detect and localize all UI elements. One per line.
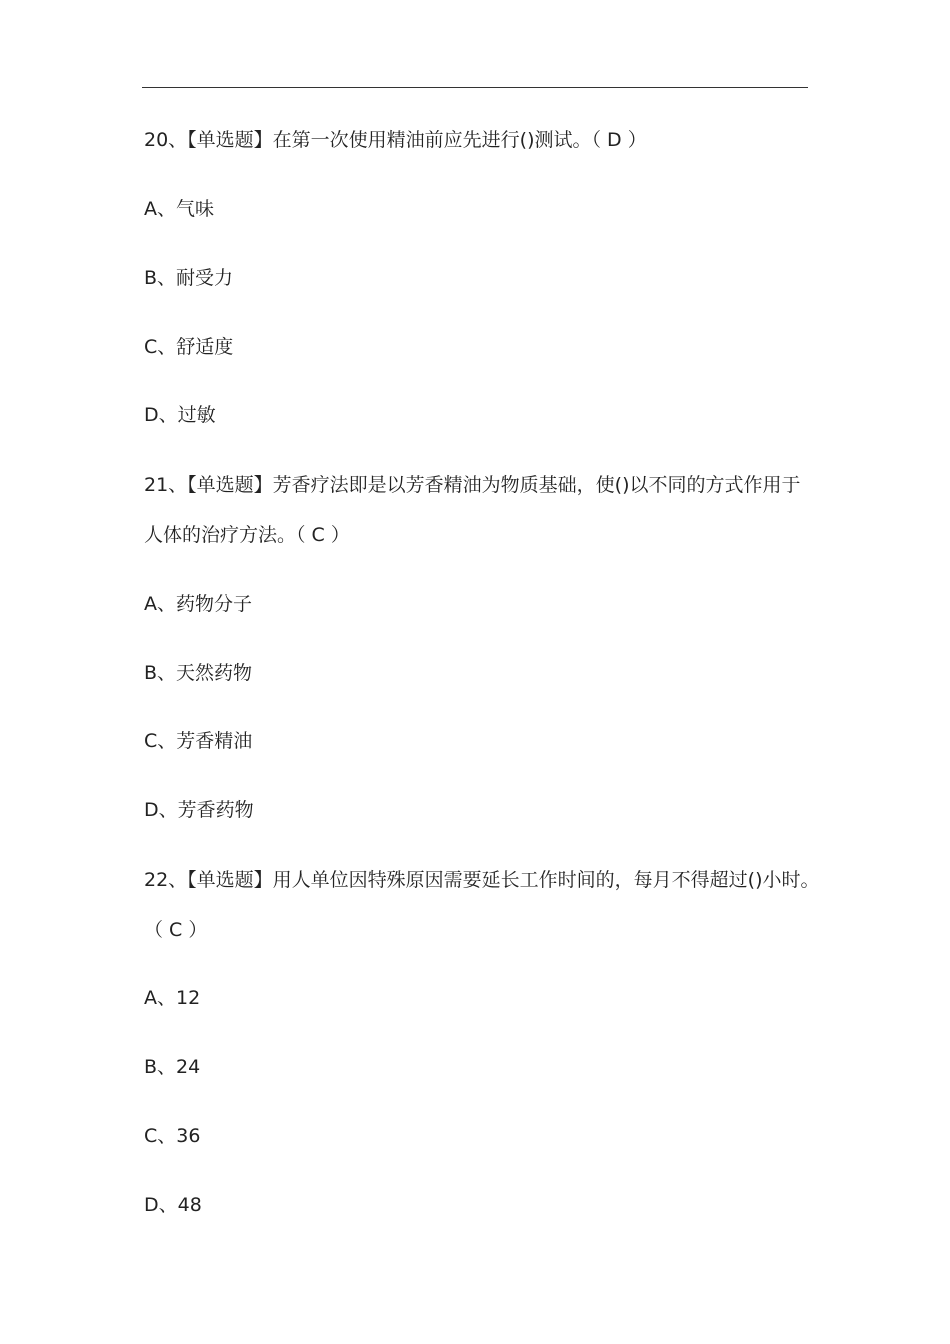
question-21-option-d: D、芳香药物 <box>144 799 254 821</box>
question-20-option-a: A、气味 <box>144 198 214 220</box>
question-20-title: 20、【单选题】在第一次使用精油前应先进行()测试。（ D ） <box>144 129 647 151</box>
question-20-option-c: C、舒适度 <box>144 336 234 358</box>
question-22-option-a: A、12 <box>144 987 201 1009</box>
question-22-option-b: B、24 <box>144 1056 201 1078</box>
question-21-title: 21、【单选题】芳香疗法即是以芳香精油为物质基础，使()以不同的方式作用于 <box>144 474 801 496</box>
question-22-option-d: D、48 <box>144 1194 202 1216</box>
question-21-option-b: B、天然药物 <box>144 662 253 684</box>
question-22-title-cont: （ C ） <box>144 919 208 941</box>
question-21-option-a: A、药物分子 <box>144 593 252 615</box>
question-22-option-c: C、36 <box>144 1125 201 1147</box>
question-20-option-b: B、耐受力 <box>144 267 234 289</box>
top-rule <box>142 87 808 88</box>
question-22-title: 22、【单选题】用人单位因特殊原因需要延长工作时间的，每月不得超过()小时。 <box>144 869 820 891</box>
question-21-title-cont: 人体的治疗方法。（ C ） <box>144 524 350 546</box>
question-20-option-d: D、过敏 <box>144 404 216 426</box>
question-21-option-c: C、芳香精油 <box>144 730 253 752</box>
